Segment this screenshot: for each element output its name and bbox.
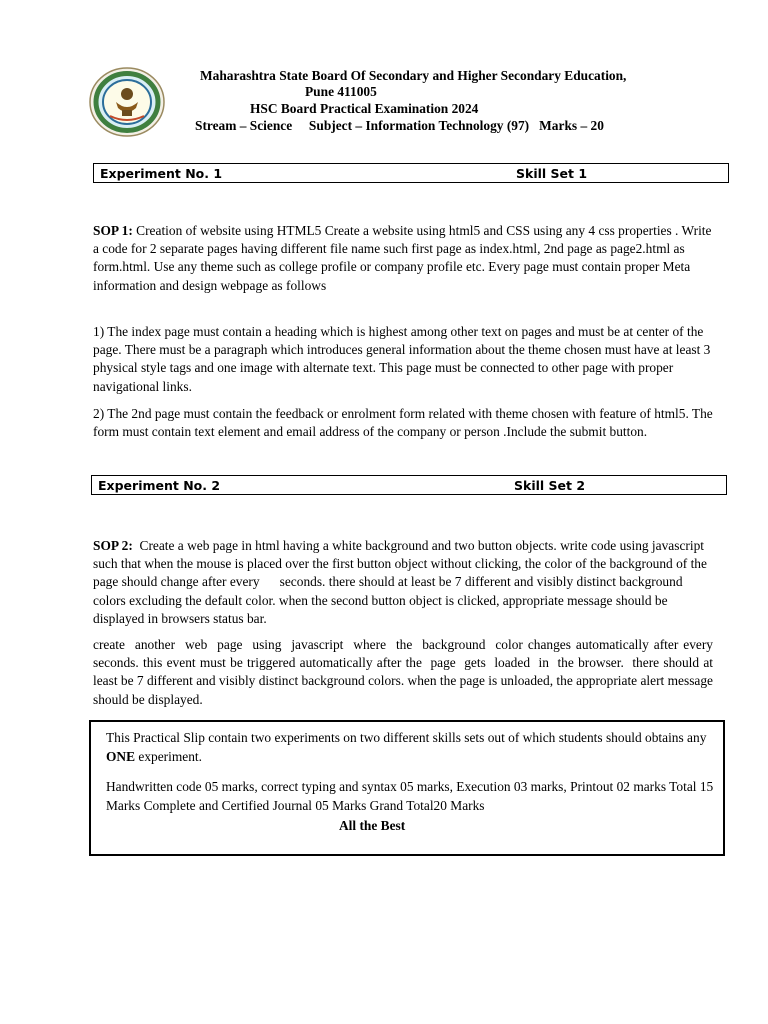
experiment-1-header — [93, 163, 729, 183]
sop-1-label: SOP 1: — [93, 223, 133, 238]
sop-1-text: Creation of website using HTML5 Create a website using html5 and CSS using any 4 css properties . Write a code for 2 separate pages having different file name such first page as index.html, 2nd page as page2.html as form.html. Use any theme such as college profile or company profile etc. Every page must contain proper Meta information and design webpage as follows — [93, 223, 712, 293]
experiment-2-header — [91, 475, 727, 495]
board-seal-logo — [88, 66, 166, 138]
instructions-text-post: experiment. — [135, 748, 202, 764]
sop-2-point-1: create another web page using javascript where the background color changes automatically after every seconds. this event must be triggered automatically after the page gets loaded in the browser. there should at least be 7 different and visibly distinct background colors. when the page is unloaded, the appropriate alert message should be displayed. — [93, 637, 717, 707]
header-stream-subject: Stream – Science Subject – Information Technology (97) Marks – 20 — [195, 118, 604, 133]
instructions-text-pre: This Practical Slip contain two experiments on two different skills sets out of which students should obtains any — [106, 730, 707, 745]
sop-1-intro — [93, 222, 713, 295]
sop-2-label: SOP 2: — [93, 538, 133, 553]
closing-wish: All the Best — [339, 818, 406, 833]
experiment-2-skill: Skill Set 2 — [514, 478, 586, 493]
marks-breakdown: Handwritten code 05 marks, correct typing and syntax 05 marks, Execution 03 marks, Printout 02 marks Total 15 Marks Complete and Certified Journal 05 Marks Grand Total20 Marks — [106, 779, 714, 813]
instructions-box — [89, 720, 725, 856]
experiment-1-skill: Skill Set 1 — [516, 166, 588, 181]
header-board-name: Maharashtra State Board Of Secondary and Higher Secondary Education, — [200, 68, 627, 83]
sop-2-intro — [93, 537, 713, 628]
sop-1-point-2: 2) The 2nd page must contain the feedback or enrolment form related with theme chosen with feature of html5. The form must contain text element and email address of the company or person .Include the submit button. — [93, 406, 713, 440]
experiment-1-label: Experiment No. 1 — [100, 166, 223, 181]
instructions-text-bold: ONE — [106, 748, 136, 764]
header-city: Pune 411005 — [305, 84, 377, 99]
instructions-line-1 — [106, 729, 716, 766]
experiment-2-label: Experiment No. 2 — [98, 478, 221, 493]
sop-2-text: Create a web page in html having a white background and two button objects. write code using javascript such that when the mouse is placed over the first button object without clicking, the color of the background of the page should change after every seconds. there should at least be 7 different and visibly distinct background colors excluding the default color. when the second button object is clicked, appropriate message should be displayed in browsers status bar. — [93, 538, 711, 626]
header-exam-title: HSC Board Practical Examination 2024 — [250, 101, 479, 116]
sop-1-point-1: 1) The index page must contain a heading which is highest among other text on pages and must be at center of the page. There must be a paragraph which introduces general information about the theme chosen must have at least 3 physical style tags and one image with alternate text. This page must be connected to other page with proper navigational links. — [93, 324, 711, 394]
